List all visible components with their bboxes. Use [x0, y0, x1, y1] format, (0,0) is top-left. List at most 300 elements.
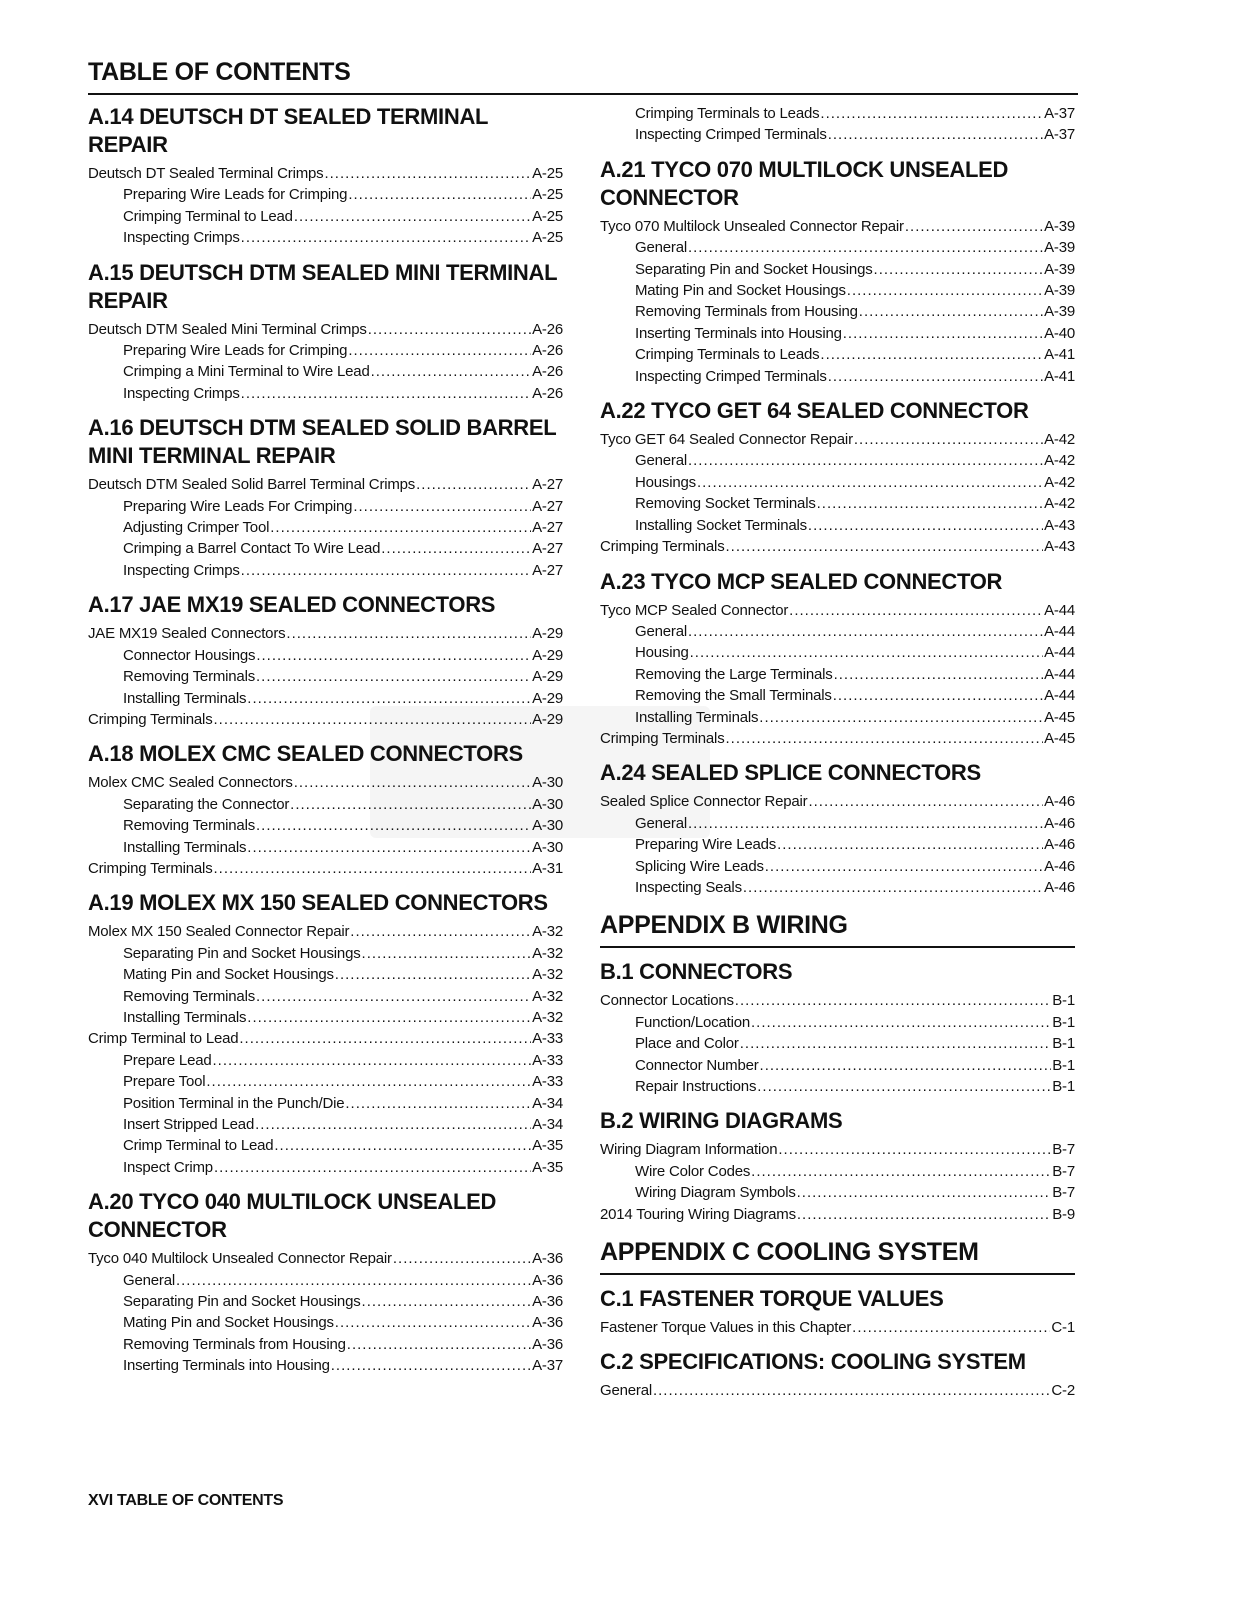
dot-leader: [214, 709, 532, 730]
toc-entry-page: A-29: [532, 625, 563, 643]
toc-entry-title: Removing Terminals from Housing: [123, 1335, 346, 1353]
toc-entry-title: Removing Terminals: [123, 817, 256, 835]
dot-leader: [777, 834, 1043, 855]
toc-entry[interactable]: [88, 1248, 563, 1269]
toc-entry-title: Connector Housings: [123, 646, 256, 664]
section-heading[interactable]: C.1 FASTENER TORQUE VALUES: [600, 1286, 944, 1312]
section-heading[interactable]: B.1 CONNECTORS: [600, 959, 793, 985]
toc-entry[interactable]: [88, 1135, 563, 1156]
dot-leader: [843, 323, 1043, 344]
section-heading[interactable]: A.14 DEUTSCH DT SEALED TERMINAL REPAIR: [88, 104, 488, 157]
toc-entry-page: A-25: [532, 229, 563, 247]
toc-entry-page: B-7: [1052, 1184, 1075, 1202]
dot-leader: [241, 560, 531, 581]
toc-entry-page: A-32: [532, 944, 563, 962]
toc-left-column: [88, 103, 563, 1377]
dot-leader: [331, 1355, 531, 1376]
toc-entry[interactable]: [88, 496, 563, 517]
toc-entry[interactable]: [600, 216, 1075, 237]
toc-entry-page: A-35: [532, 1158, 563, 1176]
toc-entry[interactable]: [88, 184, 563, 205]
toc-entry-page: A-29: [532, 668, 563, 686]
toc-entry-page: B-1: [1052, 1056, 1075, 1074]
toc-entry[interactable]: [88, 623, 563, 644]
toc-entry-page: C-1: [1051, 1319, 1075, 1337]
toc-entry[interactable]: [88, 560, 563, 581]
dot-leader: [688, 813, 1043, 834]
toc-entry[interactable]: [600, 344, 1075, 365]
toc-entry[interactable]: [88, 709, 563, 730]
dot-leader: [255, 1114, 531, 1135]
toc-entry-title: Tyco 070 Multilock Unsealed Connector Repair: [600, 217, 904, 235]
toc-entry-title: Molex CMC Sealed Connectors: [88, 774, 293, 792]
dot-leader: [347, 1334, 531, 1355]
toc-entry-title: Adjusting Crimper Tool: [123, 519, 270, 537]
toc-entry-title: Crimping Terminals: [88, 859, 213, 877]
toc-entry-page: A-25: [532, 186, 563, 204]
dot-leader: [817, 493, 1043, 514]
dot-leader: [726, 728, 1044, 749]
toc-entry[interactable]: [600, 450, 1075, 471]
dot-leader: [834, 664, 1044, 685]
dot-leader: [808, 791, 1043, 812]
dot-leader: [348, 184, 531, 205]
toc-entry[interactable]: [600, 366, 1075, 387]
dot-leader: [833, 685, 1043, 706]
toc-entry[interactable]: [600, 813, 1075, 834]
toc-entry[interactable]: [88, 666, 563, 687]
dot-leader: [854, 429, 1043, 450]
dot-leader: [735, 990, 1051, 1011]
toc-entry-title: Separating Pin and Socket Housings: [123, 1293, 361, 1311]
toc-entry-page: A-39: [1044, 282, 1075, 300]
toc-entry-title: 2014 Touring Wiring Diagrams: [600, 1205, 796, 1223]
dot-leader: [256, 645, 531, 666]
toc-entry-title: Crimping a Barrel Contact To Wire Lead: [123, 540, 381, 558]
toc-entry-page: A-44: [1044, 665, 1075, 683]
toc-entry-page: A-32: [532, 966, 563, 984]
toc-entry-page: B-9: [1052, 1205, 1075, 1223]
toc-entry[interactable]: [88, 517, 563, 538]
toc-entry-page: A-34: [532, 1094, 563, 1112]
toc-entry[interactable]: [88, 986, 563, 1007]
page-title: TABLE OF CONTENTS: [88, 58, 1078, 95]
toc-entry-title: Deutsch DTM Sealed Solid Barrel Terminal Crimps: [88, 476, 416, 494]
toc-entry-title: Place and Color: [635, 1035, 739, 1053]
dot-leader: [371, 361, 532, 382]
toc-entry[interactable]: [88, 538, 563, 559]
toc-entry[interactable]: [88, 1050, 563, 1071]
toc-entry-title: Tyco GET 64 Sealed Connector Repair: [600, 431, 853, 449]
toc-entry-page: A-29: [532, 710, 563, 728]
toc-entry-page: B-1: [1052, 1035, 1075, 1053]
toc-entry-page: A-29: [532, 646, 563, 664]
toc-entry[interactable]: [600, 791, 1075, 812]
dot-leader: [381, 538, 531, 559]
toc-entry-page: A-30: [532, 795, 563, 813]
toc-entry[interactable]: [88, 1114, 563, 1135]
toc-entry-page: B-7: [1052, 1162, 1075, 1180]
toc-entry[interactable]: [88, 1291, 563, 1312]
toc-entry[interactable]: [88, 645, 563, 666]
dot-leader: [206, 1071, 531, 1092]
dot-leader: [778, 1139, 1051, 1160]
toc-entry-title: Wiring Diagram Information: [600, 1141, 778, 1159]
toc-entry[interactable]: [600, 707, 1075, 728]
dot-leader: [751, 1012, 1051, 1033]
toc-entry-page: A-32: [532, 923, 563, 941]
toc-entry-title: Preparing Wire Leads: [635, 836, 777, 854]
toc-entry-page: A-27: [532, 540, 563, 558]
toc-entry-page: B-1: [1052, 1013, 1075, 1031]
toc-entry[interactable]: [600, 1055, 1075, 1076]
toc-entry[interactable]: [600, 536, 1075, 557]
toc-entry[interactable]: [88, 319, 563, 340]
toc-entry[interactable]: [600, 685, 1075, 706]
section-heading[interactable]: A.17 JAE MX19 SEALED CONNECTORS: [88, 592, 496, 618]
toc-entry-page: A-37: [1044, 126, 1075, 144]
dot-leader: [760, 1055, 1052, 1076]
toc-entry[interactable]: [88, 1028, 563, 1049]
toc-entry-page: A-39: [1044, 303, 1075, 321]
dot-leader: [789, 600, 1043, 621]
toc-entry[interactable]: [600, 259, 1075, 280]
toc-entry[interactable]: [600, 621, 1075, 642]
toc-entry-title: Repair Instructions: [635, 1078, 757, 1095]
toc-entry[interactable]: [600, 600, 1075, 621]
toc-entry-title: Prepare Tool: [123, 1073, 206, 1091]
toc-entry[interactable]: [600, 429, 1075, 450]
toc-entry-title: Wire Color Codes: [635, 1162, 751, 1180]
toc-entry-title: Mating Pin and Socket Housings: [635, 282, 846, 300]
toc-entry-page: A-42: [1044, 431, 1075, 449]
dot-leader: [751, 1161, 1051, 1182]
dot-leader: [820, 103, 1043, 124]
toc-entry-title: Insert Stripped Lead: [123, 1116, 255, 1133]
toc-entry-page: A-37: [532, 1357, 563, 1375]
toc-entry-title: Crimping Terminals to Leads: [635, 346, 820, 364]
toc-entry[interactable]: [600, 728, 1075, 749]
dot-leader: [847, 280, 1043, 301]
dot-leader: [368, 319, 531, 340]
section-heading[interactable]: A.22 TYCO GET 64 SEALED CONNECTOR: [600, 398, 1029, 424]
section-heading[interactable]: A.23 TYCO MCP SEALED CONNECTOR: [600, 568, 1003, 594]
toc-entry-title: Position Terminal in the Punch/Die: [123, 1094, 345, 1112]
toc-entry[interactable]: [88, 361, 563, 382]
toc-entry-page: A-42: [1044, 495, 1075, 513]
dot-leader: [653, 1380, 1050, 1401]
toc-entry-page: A-34: [532, 1116, 563, 1133]
toc-entry-title: Removing the Large Terminals: [635, 665, 833, 683]
section-heading[interactable]: A.19 MOLEX MX 150 SEALED CONNECTORS: [88, 890, 548, 916]
dot-leader: [214, 858, 532, 879]
toc-entry[interactable]: [88, 964, 563, 985]
toc-entry-page: A-45: [1044, 729, 1075, 747]
toc-entry[interactable]: [600, 1182, 1075, 1203]
dot-leader: [688, 237, 1043, 258]
toc-entry-title: Connector Locations: [600, 992, 734, 1010]
toc-entry-title: Housings: [635, 473, 696, 491]
dot-leader: [828, 124, 1043, 145]
toc-entry[interactable]: [600, 323, 1075, 344]
toc-entry-title: Inspecting Crimps: [123, 561, 240, 579]
toc-entry[interactable]: [88, 206, 563, 227]
toc-entry[interactable]: [600, 1380, 1075, 1401]
toc-entry-title: Inspecting Crimps: [123, 229, 240, 247]
toc-entry[interactable]: [88, 837, 563, 858]
page-footer: XVI TABLE OF CONTENTS: [88, 1492, 284, 1509]
toc-entry[interactable]: [88, 1071, 563, 1092]
section-heading[interactable]: A.20 TYCO 040 MULTILOCK UNSEALED CONNECTOR: [88, 1189, 497, 1243]
toc-entry-page: A-44: [1044, 644, 1075, 662]
toc-entry-title: JAE MX19 Sealed Connectors: [88, 625, 286, 643]
toc-entry-title: Installing Terminals: [123, 689, 247, 707]
toc-entry-page: A-43: [1044, 516, 1075, 534]
dot-leader: [247, 1007, 531, 1028]
toc-entry-page: A-43: [1044, 538, 1075, 556]
section-heading[interactable]: A.16 DEUTSCH DTM SEALED SOLID BARREL MINI TERMINAL REPAIR: [88, 415, 556, 469]
toc-entry-page: B-1: [1052, 1078, 1075, 1095]
toc-entry[interactable]: [600, 1204, 1075, 1225]
toc-entry-title: Installing Terminals: [123, 1008, 247, 1026]
toc-entry-title: Tyco 040 Multilock Unsealed Connector Repair: [88, 1250, 392, 1268]
dot-leader: [256, 815, 531, 836]
dot-leader: [852, 1317, 1050, 1338]
dot-leader: [757, 1076, 1051, 1097]
toc-entry-page: A-44: [1044, 601, 1075, 619]
toc-entry[interactable]: [600, 664, 1075, 685]
toc-entry[interactable]: [600, 990, 1075, 1011]
toc-entry-page: A-46: [1044, 814, 1075, 832]
toc-entry-title: Function/Location: [635, 1013, 751, 1031]
toc-entry-title: Installing Terminals: [635, 708, 759, 726]
toc-entry[interactable]: [600, 1317, 1075, 1338]
toc-entry[interactable]: [88, 1334, 563, 1355]
dot-leader: [274, 1135, 531, 1156]
toc-entry-title: General: [635, 452, 687, 470]
dot-leader: [874, 259, 1044, 280]
toc-entry-page: A-41: [1044, 346, 1075, 364]
dot-leader: [697, 472, 1043, 493]
dot-leader: [241, 227, 531, 248]
toc-entry-title: Preparing Wire Leads for Crimping: [123, 186, 348, 204]
appendix-heading: APPENDIX C COOLING SYSTEM: [600, 1237, 1075, 1275]
toc-entry-page: A-26: [532, 384, 563, 402]
toc-entry-page: A-32: [532, 987, 563, 1005]
dot-leader: [350, 921, 531, 942]
dot-leader: [335, 964, 531, 985]
dot-leader: [345, 1093, 531, 1114]
toc-entry-page: A-26: [532, 342, 563, 360]
toc-entry-title: Crimping a Mini Terminal to Wire Lead: [123, 363, 370, 381]
toc-entry[interactable]: [88, 815, 563, 836]
toc-entry[interactable]: [88, 1270, 563, 1291]
dot-leader: [828, 366, 1043, 387]
toc-entry-title: Inspecting Crimped Terminals: [635, 126, 827, 144]
section-heading[interactable]: A.21 TYCO 070 MULTILOCK UNSEALED CONNECTOR: [600, 156, 1009, 210]
toc-entry-page: A-27: [532, 519, 563, 537]
toc-entry-page: A-36: [532, 1314, 563, 1332]
toc-entry-title: Crimping Terminals: [600, 729, 725, 747]
toc-entry[interactable]: [600, 834, 1075, 855]
toc-entry-title: Sealed Splice Connector Repair: [600, 793, 808, 811]
toc-entry[interactable]: [88, 943, 563, 964]
section-heading[interactable]: B.2 WIRING DIAGRAMS: [600, 1108, 843, 1134]
toc-entry-title: Inspecting Seals: [635, 878, 742, 896]
toc-entry-title: Preparing Wire Leads for Crimping: [123, 342, 348, 360]
toc-entry[interactable]: [600, 515, 1075, 536]
dot-leader: [324, 163, 531, 184]
dot-leader: [797, 1204, 1051, 1225]
toc-entry-title: General: [635, 814, 687, 832]
toc-entry[interactable]: [88, 858, 563, 879]
toc-entry[interactable]: [600, 642, 1075, 663]
toc-entry[interactable]: [88, 383, 563, 404]
toc-entry-page: A-33: [532, 1051, 563, 1069]
section-heading[interactable]: C.2 SPECIFICATIONS: COOLING SYSTEM: [600, 1349, 1026, 1375]
toc-entry-page: C-2: [1051, 1382, 1075, 1400]
toc-entry[interactable]: [600, 856, 1075, 877]
toc-entry[interactable]: [600, 493, 1075, 514]
toc-entry-page: A-37: [1044, 105, 1075, 122]
toc-entry-page: A-44: [1044, 622, 1075, 640]
toc-entry-title: Separating the Connector: [123, 795, 290, 813]
toc-entry-page: A-26: [532, 320, 563, 338]
toc-entry-title: Crimp Terminal to Lead: [123, 1137, 274, 1155]
dot-leader: [213, 1050, 532, 1071]
dot-leader: [286, 623, 531, 644]
dot-leader: [905, 216, 1043, 237]
dot-leader: [765, 856, 1043, 877]
toc-entry-page: A-44: [1044, 687, 1075, 705]
dot-leader: [290, 794, 531, 815]
dot-leader: [256, 666, 531, 687]
toc-entry-title: Fastener Torque Values in this Chapter: [600, 1319, 852, 1337]
dot-leader: [270, 517, 531, 538]
toc-entry[interactable]: [600, 124, 1075, 145]
toc-entry-title: Removing Terminals from Housing: [635, 303, 858, 321]
dot-leader: [214, 1157, 531, 1178]
toc-entry[interactable]: [88, 474, 563, 495]
toc-entry[interactable]: [600, 1161, 1075, 1182]
toc-entry[interactable]: [600, 1012, 1075, 1033]
toc-entry-title: Mating Pin and Socket Housings: [123, 966, 334, 984]
toc-entry[interactable]: [600, 472, 1075, 493]
toc-entry-page: A-39: [1044, 239, 1075, 257]
toc-entry-title: Inserting Terminals into Housing: [635, 324, 842, 342]
toc-entry-title: Removing the Small Terminals: [635, 687, 832, 705]
toc-entry-page: A-30: [532, 817, 563, 835]
toc-entry-title: Deutsch DT Sealed Terminal Crimps: [88, 165, 324, 182]
section-heading[interactable]: A.24 SEALED SPLICE CONNECTORS: [600, 760, 981, 786]
toc-entry-title: Removing Socket Terminals: [635, 495, 816, 513]
toc-entry[interactable]: [88, 1355, 563, 1376]
section-heading[interactable]: A.15 DEUTSCH DTM SEALED MINI TERMINAL REPAIR: [88, 259, 557, 313]
toc-entry-title: Deutsch DTM Sealed Mini Terminal Crimps: [88, 320, 367, 338]
toc-entry-page: A-46: [1044, 857, 1075, 875]
toc-entry-title: General: [600, 1382, 652, 1400]
toc-entry-page: A-42: [1044, 473, 1075, 491]
dot-leader: [294, 206, 531, 227]
toc-entry-title: Crimping Terminals: [600, 538, 725, 556]
toc-entry-title: Wiring Diagram Symbols: [635, 1184, 796, 1202]
toc-entry[interactable]: [600, 1139, 1075, 1160]
toc-entry-page: A-46: [1044, 878, 1075, 896]
toc-entry-page: A-40: [1044, 324, 1075, 342]
toc-entry-page: A-42: [1044, 452, 1075, 470]
toc-entry[interactable]: [88, 340, 563, 361]
dot-leader: [348, 340, 531, 361]
dot-leader: [247, 837, 531, 858]
dot-leader: [688, 621, 1043, 642]
toc-entry[interactable]: [88, 227, 563, 248]
section-heading[interactable]: A.18 MOLEX CMC SEALED CONNECTORS: [88, 741, 523, 767]
dot-leader: [859, 301, 1043, 322]
toc-entry-page: A-46: [1044, 793, 1075, 811]
toc-entry-title: Inspecting Crimped Terminals: [635, 367, 827, 385]
toc-entry-title: Removing Terminals: [123, 987, 256, 1005]
toc-entry-page: A-27: [532, 497, 563, 515]
toc-entry[interactable]: [600, 1033, 1075, 1054]
toc-entry[interactable]: [600, 103, 1075, 124]
toc-entry-page: B-7: [1052, 1141, 1075, 1159]
toc-entry-page: A-27: [532, 476, 563, 494]
dot-leader: [416, 474, 531, 495]
toc-entry-title: General: [635, 622, 687, 640]
toc-entry-page: A-35: [532, 1137, 563, 1155]
toc-entry[interactable]: [88, 1093, 563, 1114]
toc-entry-title: Connector Number: [635, 1056, 759, 1074]
toc-entry[interactable]: [88, 794, 563, 815]
dot-leader: [726, 536, 1044, 557]
toc-entry-page: A-39: [1044, 217, 1075, 235]
toc-entry-page: A-30: [532, 838, 563, 856]
toc-entry-title: Crimping Terminals: [88, 710, 213, 728]
toc-entry-title: Crimp Terminal to Lead: [88, 1030, 239, 1048]
toc-entry-title: Preparing Wire Leads For Crimping: [123, 497, 353, 515]
appendix-heading: APPENDIX B WIRING: [600, 910, 1075, 948]
toc-entry-title: Crimping Terminal to Lead: [123, 207, 293, 225]
toc-entry[interactable]: [88, 921, 563, 942]
toc-entry-page: A-25: [532, 207, 563, 225]
toc-entry-title: General: [635, 239, 687, 257]
dot-leader: [362, 1291, 532, 1312]
toc-entry-page: A-25: [532, 165, 563, 182]
toc-entry-title: General: [123, 1271, 175, 1289]
dot-leader: [688, 450, 1043, 471]
dot-leader: [294, 772, 531, 793]
dot-leader: [808, 515, 1043, 536]
toc-entry[interactable]: [600, 877, 1075, 898]
dot-leader: [176, 1270, 531, 1291]
toc-entry[interactable]: [88, 1312, 563, 1333]
toc-entry[interactable]: [600, 1076, 1075, 1097]
toc-entry-page: A-39: [1044, 260, 1075, 278]
toc-entry[interactable]: [88, 1007, 563, 1028]
toc-entry[interactable]: [88, 1157, 563, 1178]
toc-entry[interactable]: [600, 280, 1075, 301]
toc-entry[interactable]: [88, 688, 563, 709]
toc-entry[interactable]: [600, 301, 1075, 322]
dot-leader: [362, 943, 532, 964]
toc-entry[interactable]: [88, 163, 563, 184]
toc-entry[interactable]: [600, 237, 1075, 258]
toc-entry[interactable]: [88, 772, 563, 793]
toc-entry-page: B-1: [1052, 992, 1075, 1010]
dot-leader: [335, 1312, 531, 1333]
toc-entry-title: Inspect Crimp: [123, 1158, 213, 1176]
toc-entry-title: Housing: [635, 644, 689, 662]
